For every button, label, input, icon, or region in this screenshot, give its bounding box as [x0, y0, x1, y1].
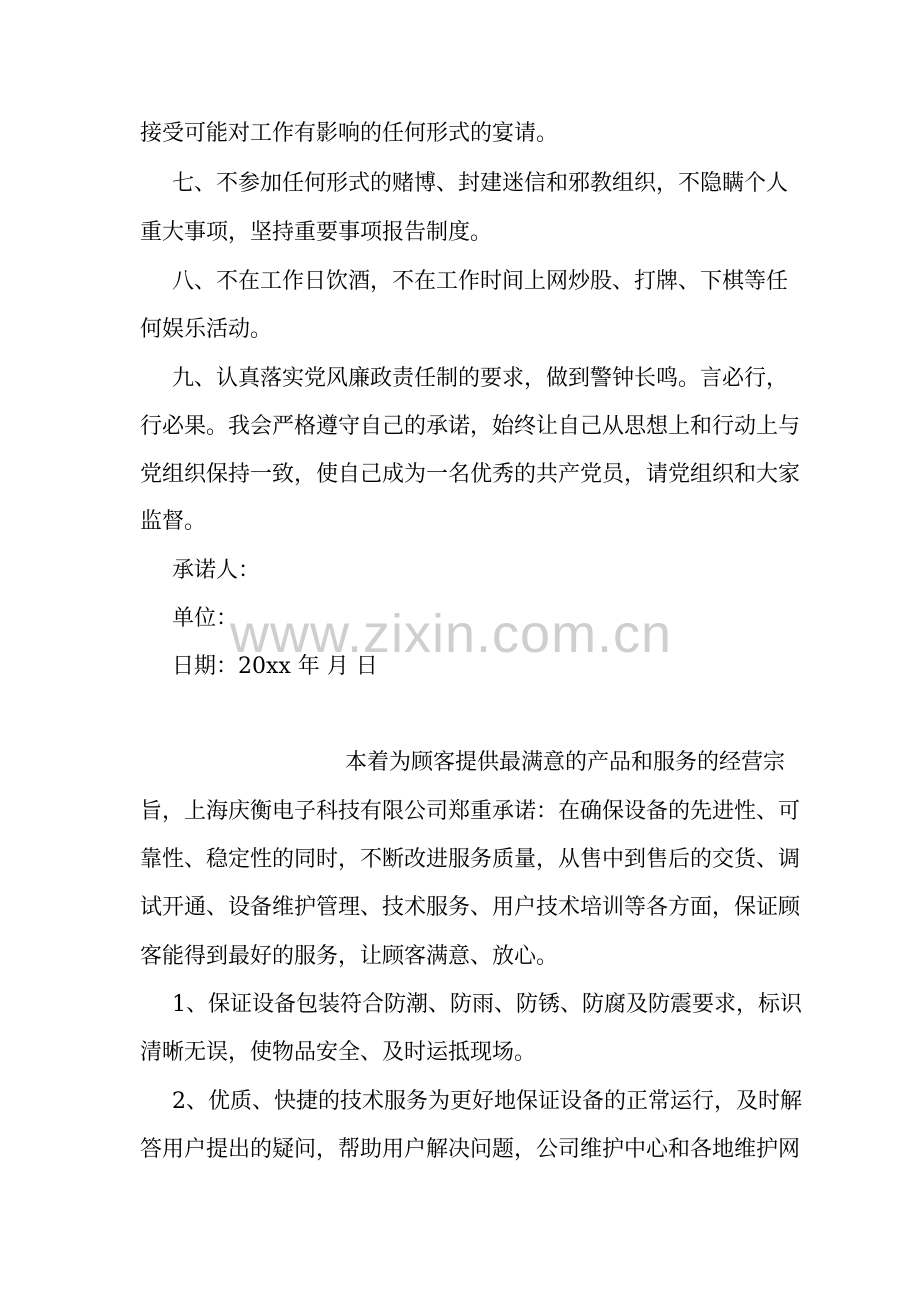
- text-line: 行必果。我会严格遵守自己的承诺，始终让自己从思想上和行动上与: [140, 414, 801, 439]
- text-line: 七、不参加任何形式的赌博、封建迷信和邪教组织，不隐瞒个人: [172, 171, 789, 196]
- text-line: 接受可能对工作有影响的任何形式的宴请。: [140, 121, 559, 146]
- date-label: 日期：20xx 年 月 日: [172, 654, 378, 679]
- text-line: 1、保证设备包装符合防潮、防雨、防锈、防腐及防震要求，标识: [172, 992, 802, 1017]
- text-line: 靠性、稳定性的同时，不断改进服务质量，从售中到售后的交货、调: [140, 847, 801, 872]
- text-line: 党组织保持一致，使自己成为一名优秀的共产党员，请党组织和大家: [140, 462, 801, 487]
- text-line: 客能得到最好的服务，让顾客满意、放心。: [140, 944, 559, 969]
- text-line: 本着为顾客提供最满意的产品和服务的经营宗: [345, 750, 786, 775]
- text-line: 监督。: [140, 509, 207, 534]
- text-line: 试开通、设备维护管理、技术服务、用户技术培训等各方面，保证顾: [140, 895, 801, 920]
- signer-label: 承诺人：: [172, 558, 261, 583]
- text-line: 九、认真落实党风廉政责任制的要求，做到警钟长鸣。言必行，: [172, 366, 789, 391]
- text-line: 答用户提出的疑问，帮助用户解决问题，公司维护中心和各地维护网: [140, 1137, 801, 1162]
- text-line: 何娱乐活动。: [140, 317, 273, 342]
- text-line: 旨，上海庆衡电子科技有限公司郑重承诺：在确保设备的先进性、可: [140, 799, 801, 824]
- watermark: www.zixin.com.cn: [230, 604, 673, 664]
- text-line: 八、不在工作日饮酒，不在工作时间上网炒股、打牌、下棋等任: [172, 269, 789, 294]
- text-line: 2、优质、快捷的技术服务为更好地保证设备的正常运行，及时解: [172, 1089, 802, 1114]
- text-line: 清晰无误，使物品安全、及时运抵现场。: [140, 1040, 537, 1065]
- text-line: 重大事项，坚持重要事项报告制度。: [140, 220, 493, 245]
- unit-label: 单位：: [172, 606, 239, 631]
